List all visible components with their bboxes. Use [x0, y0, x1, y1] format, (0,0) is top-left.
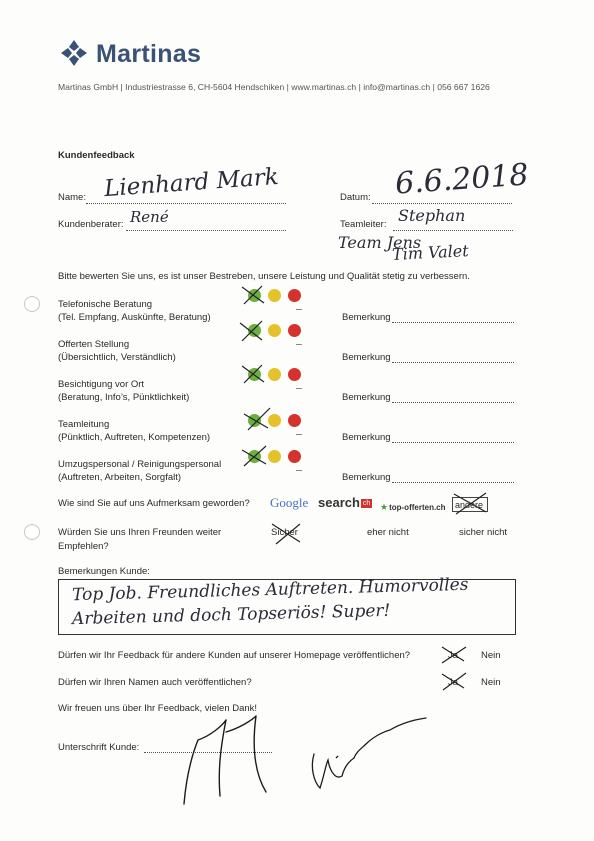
publish-name-no[interactable]: Nein: [481, 677, 501, 688]
punch-hole-bottom: [24, 524, 40, 540]
customer-remarks-line1: Top Job. Freundliches Auftreten. Humorvolles: [71, 574, 469, 606]
source-google-option[interactable]: Google: [270, 495, 309, 510]
rating-bad-icon[interactable]: [288, 450, 301, 463]
date-label: Datum:: [340, 192, 371, 203]
teamlead-handwritten: Stephan: [398, 206, 466, 225]
rating-neutral-icon[interactable]: [268, 324, 281, 337]
check-cross-icon: [242, 406, 272, 432]
teamlead-label: Teamleiter:: [340, 219, 387, 230]
check-cross-icon: [440, 671, 468, 691]
remark-line: [392, 402, 514, 403]
brand-name: Martinas: [96, 40, 202, 68]
rating-title: Besichtigung vor Ort: [58, 379, 145, 390]
source-topofferten-option[interactable]: [380, 497, 446, 515]
rating-bad-icon[interactable]: [288, 289, 301, 302]
form-title: Kundenfeedback: [58, 150, 135, 161]
remark-line: [392, 322, 514, 323]
thanks-text: Wir freuen uns über Ihr Feedback, vielen Dank!: [58, 703, 258, 714]
check-cross-icon: [440, 645, 468, 665]
star-icon: ★: [380, 502, 389, 512]
punch-hole-top: [24, 296, 40, 312]
remark-label: Bemerkung: [342, 312, 391, 323]
rating-bad-icon[interactable]: [288, 414, 301, 427]
topofferten-label: top-offerten.ch: [389, 503, 446, 512]
name-line: [86, 203, 286, 204]
rating-title: Offerten Stellung: [58, 339, 130, 350]
advisor-handwritten: René: [130, 208, 169, 226]
source-other-label: andere: [455, 500, 484, 510]
date-handwritten: 6.6.2018: [393, 157, 530, 202]
signature-label: Unterschrift Kunde:: [58, 742, 140, 753]
date-line: [372, 203, 512, 204]
martinas-logo-icon: [58, 38, 90, 68]
recommend-option-rather-not[interactable]: eher nicht: [367, 527, 409, 538]
customer-signature: [160, 700, 460, 810]
rating-title: Telefonische Beratung: [58, 299, 153, 310]
check-cross-icon: [240, 363, 268, 385]
minus-icon: [296, 309, 302, 310]
rating-detail: (Tel. Empfang, Auskünfte, Beratung): [58, 312, 211, 323]
publish-feedback-question: Dürfen wir Ihr Feedback für andere Kunden auf unserer Homepage veröffentlichen?: [58, 650, 411, 661]
recommend-option-sure[interactable]: Sicher: [271, 527, 298, 538]
rating-neutral-icon[interactable]: [268, 368, 281, 381]
remark-line: [392, 362, 514, 363]
search-wordmark: search: [318, 495, 360, 510]
rating-detail: (Beratung, Info’s, Pünktlichkeit): [58, 392, 190, 403]
recommend-option-surely-not[interactable]: sicher nicht: [459, 527, 508, 538]
name-handwritten: Lienhard Mark: [103, 163, 280, 203]
search-ch-badge: ch: [362, 500, 371, 507]
source-search-option[interactable]: [318, 494, 372, 512]
rating-title: Umzugspersonal / Reinigungspersonal: [58, 459, 222, 470]
rating-bad-icon[interactable]: [288, 368, 301, 381]
contact-line: Martinas GmbH | Industriestrasse 6, CH-5604 Hendschiken | www.martinas.ch | info@martinas.ch | 056 667 1626: [58, 82, 490, 92]
team-note-line1: Team Jens: [338, 233, 422, 252]
teamlead-line: [393, 230, 513, 231]
publish-feedback-no[interactable]: Nein: [481, 650, 501, 661]
advisor-line: [126, 230, 286, 231]
source-question: Wie sind Sie auf uns Aufmerksam geworden?: [58, 498, 250, 509]
customer-remarks-line2: Arbeiten und doch Topseriös! Super!: [71, 600, 391, 630]
publish-feedback-yes[interactable]: Ja: [448, 650, 459, 661]
publish-name-question: Dürfen wir Ihren Namen auch veröffentlichen?: [58, 677, 252, 688]
remark-line: [392, 442, 514, 443]
name-label: Name:: [58, 192, 86, 203]
check-cross-icon: [240, 444, 270, 468]
publish-name-yes[interactable]: Ja: [448, 677, 459, 688]
check-cross-icon: [240, 284, 268, 306]
customer-remarks-label: Bemerkungen Kunde:: [58, 566, 150, 577]
advisor-label: Kundenberater:: [58, 219, 124, 230]
rating-bad-icon[interactable]: [288, 324, 301, 337]
rating-detail: (Übersichtlich, Verständlich): [58, 352, 176, 363]
minus-icon: [296, 434, 302, 435]
recommend-question-line1: Würden Sie uns Ihren Freunden weiter: [58, 527, 222, 538]
recommend-question-line2: Empfehlen?: [58, 541, 109, 552]
rating-detail: (Auftreten, Arbeiten, Sorgfalt): [58, 472, 182, 483]
check-cross-icon: [238, 319, 266, 343]
check-cross-icon: [270, 522, 304, 546]
intro-text: Bitte bewerten Sie uns, es ist unser Bestreben, unsere Leistung und Qualität stetig zu verbessern.: [58, 271, 470, 282]
minus-icon: [296, 344, 302, 345]
minus-icon: [296, 388, 302, 389]
remark-label: Bemerkung: [342, 392, 391, 403]
remark-label: Bemerkung: [342, 472, 391, 483]
remark-label: Bemerkung: [342, 352, 391, 363]
remark-label: Bemerkung: [342, 432, 391, 443]
rating-neutral-icon[interactable]: [268, 289, 281, 302]
check-cross-icon: [452, 490, 488, 516]
rating-detail: (Pünktlich, Auftreten, Kompetenzen): [58, 432, 211, 443]
minus-icon: [296, 470, 302, 471]
rating-title: Teamleitung: [58, 419, 110, 430]
team-note-line2: Tim Valet: [391, 241, 470, 264]
remark-line: [392, 482, 514, 483]
